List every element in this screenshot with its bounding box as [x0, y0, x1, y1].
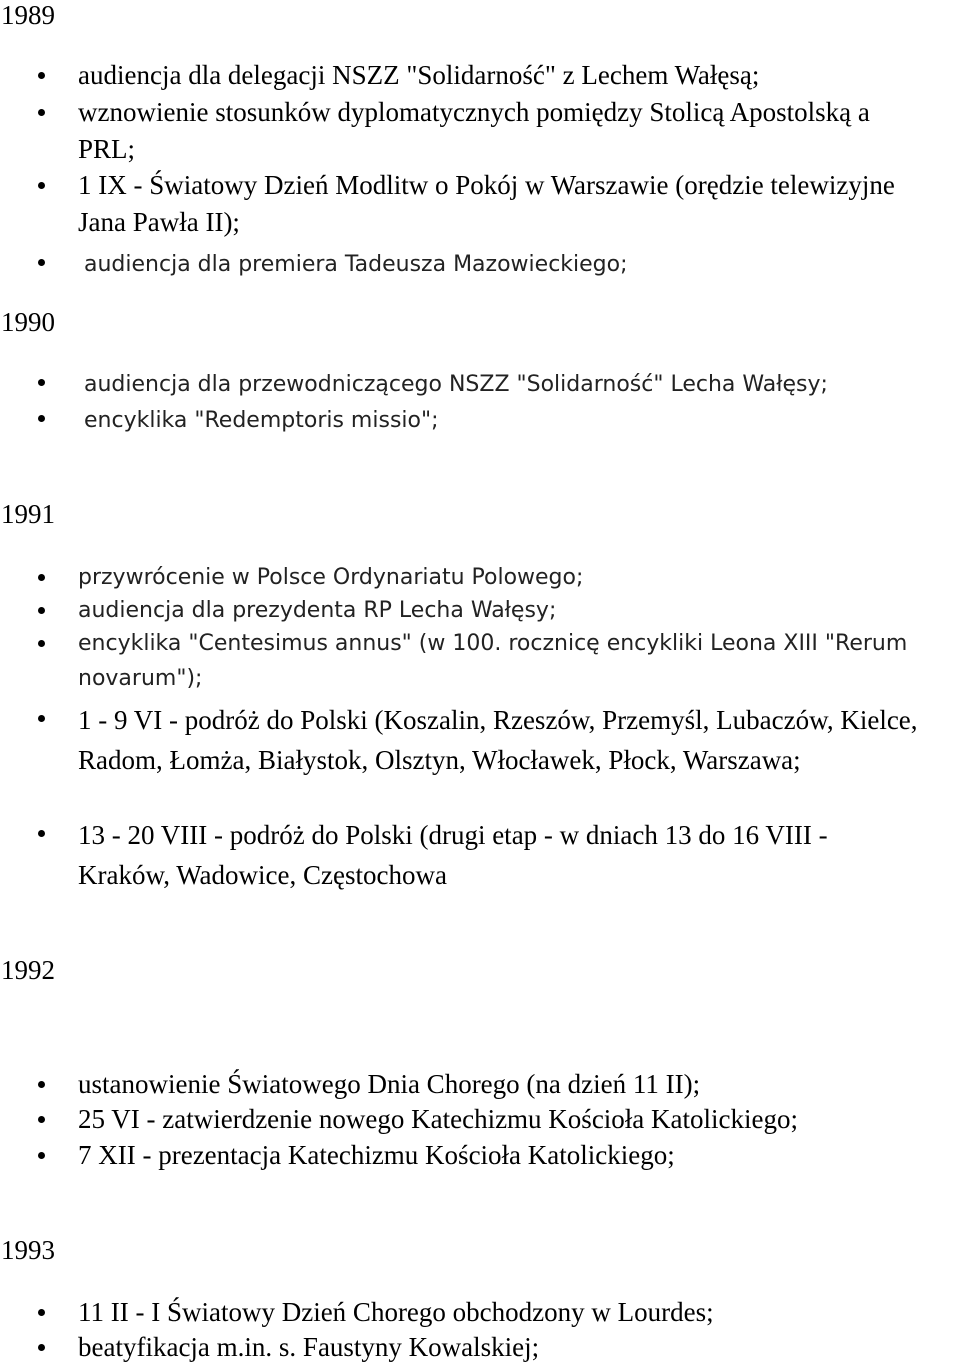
list-item: 11 II - I Światowy Dzień Chorego obchodzony w Lourdes; — [78, 1294, 920, 1331]
bullet-icon — [38, 830, 45, 837]
list-item: encyklika "Centesimus annus" (w 100. rocznicę encykliki Leona XIII "Rerum novarum"); — [78, 625, 920, 695]
year-heading-1992: 1992 — [1, 955, 55, 985]
bullet-icon — [38, 415, 45, 422]
bullet-icon — [38, 182, 45, 189]
year-heading-1991: 1991 — [1, 499, 55, 529]
bullet-icon — [38, 259, 45, 266]
bullet-icon — [38, 640, 45, 647]
bullet-icon — [38, 715, 45, 722]
bullet-icon — [38, 1152, 45, 1159]
list-item: audiencja dla prezydenta RP Lecha Wałęsy; — [78, 592, 920, 627]
bullet-icon — [38, 379, 45, 386]
list-item: ustanowienie Światowego Dnia Chorego (na dzień 11 II); — [78, 1066, 920, 1103]
list-item: 25 VI - zatwierdzenie nowego Katechizmu Kościoła Katolickiego; — [78, 1101, 920, 1138]
list-item: encyklika "Redemptoris missio"; — [84, 400, 920, 439]
list-item: audiencja dla przewodniczącego NSZZ "Solidarność" Lecha Wałęsy; — [84, 364, 920, 403]
list-item: 1 - 9 VI - podróż do Polski (Koszalin, Rzeszów, Przemyśl, Lubaczów, Kielce, Radom, Łomża, Białystok, Olsztyn, Włocławek, Płock, Warszawa; — [78, 700, 920, 780]
bullet-icon — [38, 1081, 45, 1088]
list-item: audiencja dla delegacji NSZZ "Solidarność" z Lechem Wałęsą; — [78, 57, 920, 94]
bullet-icon — [38, 607, 45, 614]
year-heading-1993: 1993 — [1, 1235, 55, 1265]
list-item: 7 XII - prezentacja Katechizmu Kościoła Katolickiego; — [78, 1137, 920, 1174]
bullet-icon — [38, 574, 45, 581]
bullet-icon — [38, 1116, 45, 1123]
bullet-icon — [38, 1309, 45, 1316]
list-item: audiencja dla premiera Tadeusza Mazowieckiego; — [84, 244, 920, 283]
bullet-icon — [38, 72, 45, 79]
list-item: wznowienie stosunków dyplomatycznych pomiędzy Stolicą Apostolską a PRL; — [78, 94, 920, 168]
list-item: beatyfikacja m.in. s. Faustyny Kowalskiej; — [78, 1329, 920, 1366]
list-item: 13 - 20 VIII - podróż do Polski (drugi etap - w dniach 13 do 16 VIII - Kraków, Wadowice, Częstochowa — [78, 815, 920, 895]
year-heading-1990: 1990 — [1, 307, 55, 337]
list-item: 1 IX - Światowy Dzień Modlitw o Pokój w Warszawie (orędzie telewizyjne Jana Pawła II); — [78, 167, 920, 241]
bullet-icon — [38, 1344, 45, 1351]
list-item: przywrócenie w Polsce Ordynariatu Polowego; — [78, 559, 920, 594]
bullet-icon — [38, 109, 45, 116]
year-heading-1989: 1989 — [1, 0, 55, 30]
